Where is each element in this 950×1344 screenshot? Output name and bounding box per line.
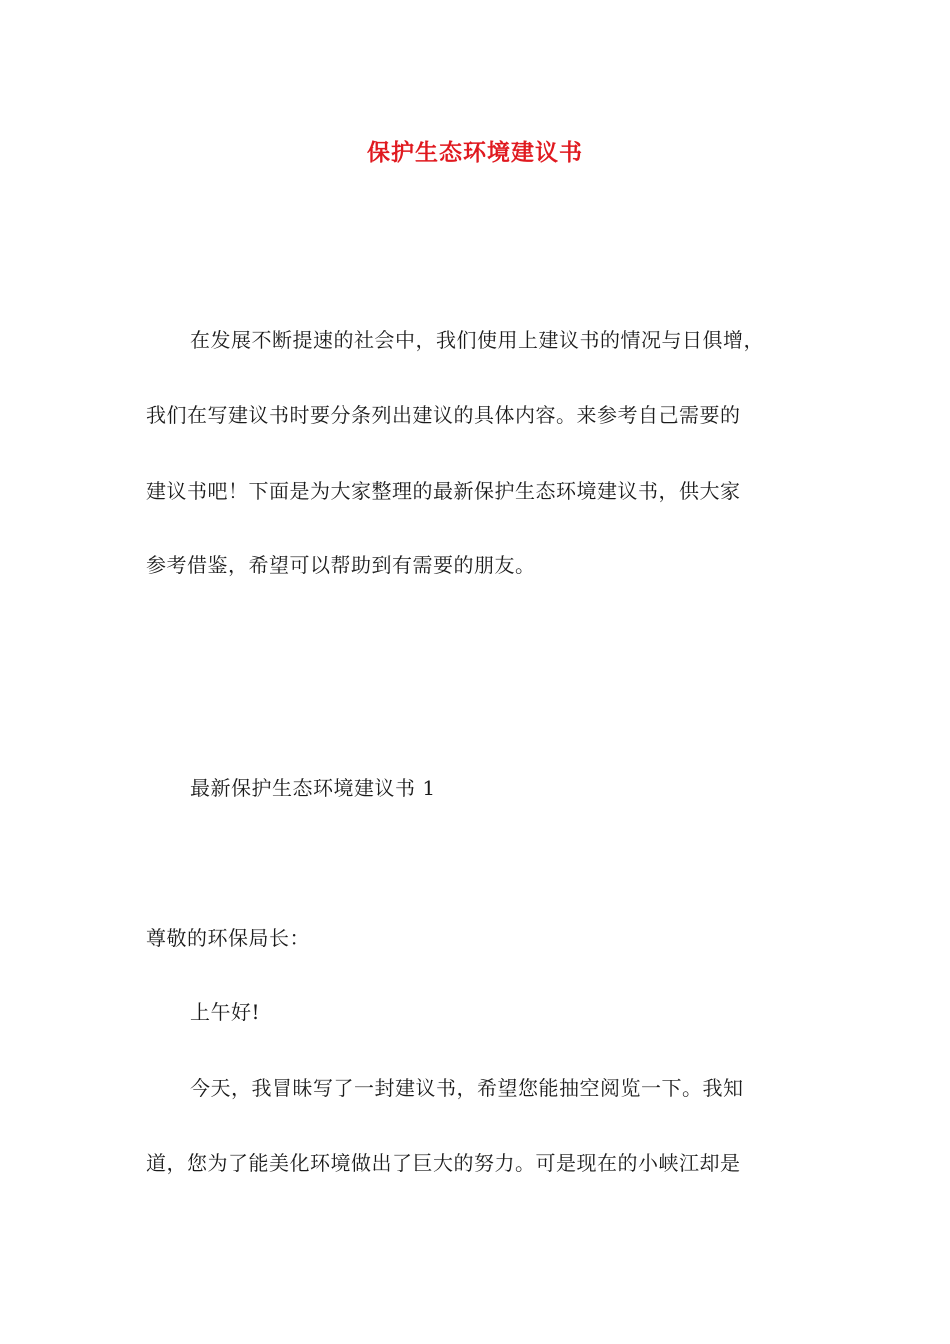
intro-line-3: 建议书吧！下面是为大家整理的最新保护生态环境建议书，供大家: [146, 479, 741, 503]
greeting: 上午好!: [190, 1000, 261, 1024]
document-title: 保护生态环境建议书: [367, 139, 583, 166]
intro-line-2: 我们在写建议书时要分条列出建议的具体内容。来参考自己需要的: [146, 403, 741, 427]
body-line-1: 今天，我冒昧写了一封建议书，希望您能抽空阅览一下。我知: [190, 1076, 744, 1100]
intro-line-1: 在发展不断提速的社会中，我们使用上建议书的情况与日俱增，: [190, 328, 764, 352]
intro-line-4: 参考借鉴，希望可以帮助到有需要的朋友。: [146, 553, 536, 577]
salutation: 尊敬的环保局长：: [146, 926, 310, 950]
section-heading: 最新保护生态环境建议书 1: [190, 776, 436, 800]
body-line-2: 道，您为了能美化环境做出了巨大的努力。可是现在的小峡江却是: [146, 1151, 741, 1175]
